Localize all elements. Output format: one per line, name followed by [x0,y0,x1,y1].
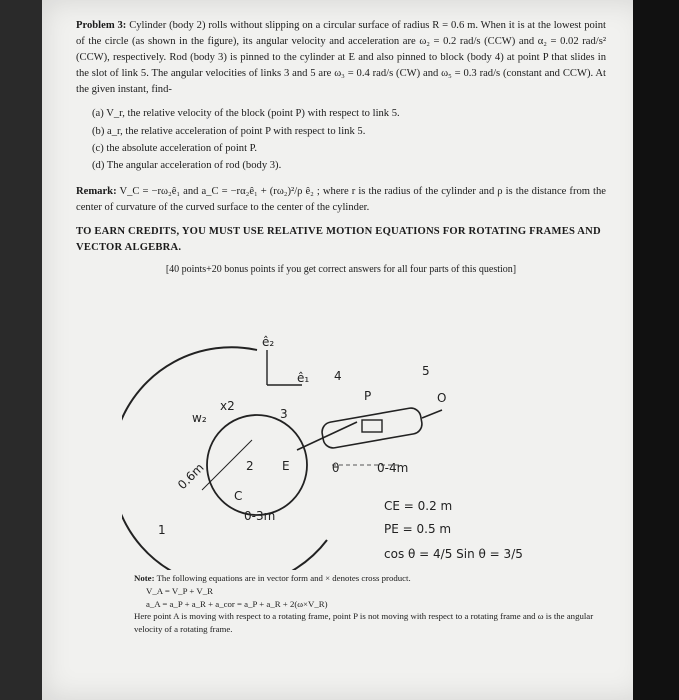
point-p-label: P [364,389,372,403]
e2-label: ê₂ [262,335,275,349]
note-label: Note: [134,573,155,583]
part-a: (a) V_r, the relative velocity of the block (point P) with respect to link 5. [92,108,400,120]
cylinder [207,415,307,515]
note-section [134,572,604,636]
problem-statement [76,18,606,98]
acceleration-equation: a_A = a_P + a_R + a_cor = a_P + a_R + 2(ω×V_R) [146,598,328,609]
trig-values: cos θ = 4/5 Sin θ = 3/5 [384,547,523,561]
remark-label: Remark: [76,185,117,197]
body-4-label: 4 [334,369,342,383]
velocity-equation: V_A = V_P + V_R [146,585,213,596]
mechanism-figure [122,330,602,570]
link-pivot [422,410,442,418]
part-b: (b) a_r, the relative acceleration of point P with respect to link 5. [92,125,366,137]
point-o-label: O [437,391,447,405]
dark-background-edge [633,0,679,700]
point-e-label: E [282,459,290,473]
slot-link-5 [321,407,424,450]
remark-text: V_C = −rω₂ê₁ and a_C = −rα₂ê₁ + (rω₂)²/ρ ê₂ ; where r is the radius of the cylinder and ρ is the distance from the center of curvature of the curved surface to the center of the cylinder. [76,185,606,213]
e1-label: ê₁ [297,371,310,385]
body-3-label: 3 [280,407,288,421]
problem-content [76,18,606,277]
problem-text: Cylinder (body 2) rolls without slipping on a circular surface of radius R = 0.6 m. When it is at the lowest point of the circle (as shown in the figure), its angular velocity and acceleration are ω₂ = 0.2 rad/s (CCW) and α₂ = 0.02 rad/s² (CCW), respectively. Rod (body 3) is pinned to the cylinder at E and also pinned to block (body 4) at point P that slides in the slot of link 5. The angular velocities of links 3 and 5 are ω₃ = 0.4 rad/s (CW) and ω₅ = 0.3 rad/s (constant and CCW). At the given instant, find- [76,20,606,96]
radius-06-label: 0.6m [175,460,207,493]
omega-2-label: w₂ [192,411,207,425]
problem-title: Problem 3: [76,20,127,31]
points-text: [40 points+20 bonus points if you get correct answers for all four parts of this question] [165,264,517,276]
distance-04-label: 0-4m [377,461,409,475]
body-2-label: 2 [246,459,254,473]
note-text: The following equations are in vector form and × denotes cross product. [156,573,411,583]
pe-length: PE = 0.5 m [384,522,452,536]
remark [76,184,606,216]
ce-length: CE = 0.2 m [384,499,453,513]
block-body-4 [362,420,382,432]
theta-label: θ [332,461,340,475]
x2-label: x2 [220,399,235,413]
radius-03-label: 0-3m [244,509,276,523]
body-1-label: 1 [158,523,166,537]
part-d: (d) The angular acceleration of rod (body 3). [92,159,282,171]
body-5-label: 5 [422,364,430,378]
paper-sheet [42,0,647,700]
note-footer: Here point A is moving with respect to a rotating frame, point P is not moving with respect to a rotating frame and ω is the angular velocity of a rotating frame. [134,611,594,634]
instruction-text: TO EARN CREDITS, YOU MUST USE RELATIVE MOTION EQUATIONS FOR ROTATING FRAMES AND VECTOR ALGEBRA. [76,226,601,254]
mechanism-sketch [122,330,602,570]
part-c: (c) the absolute acceleration of point P. [92,142,258,154]
point-c-label: C [234,489,243,503]
question-parts [92,106,606,173]
